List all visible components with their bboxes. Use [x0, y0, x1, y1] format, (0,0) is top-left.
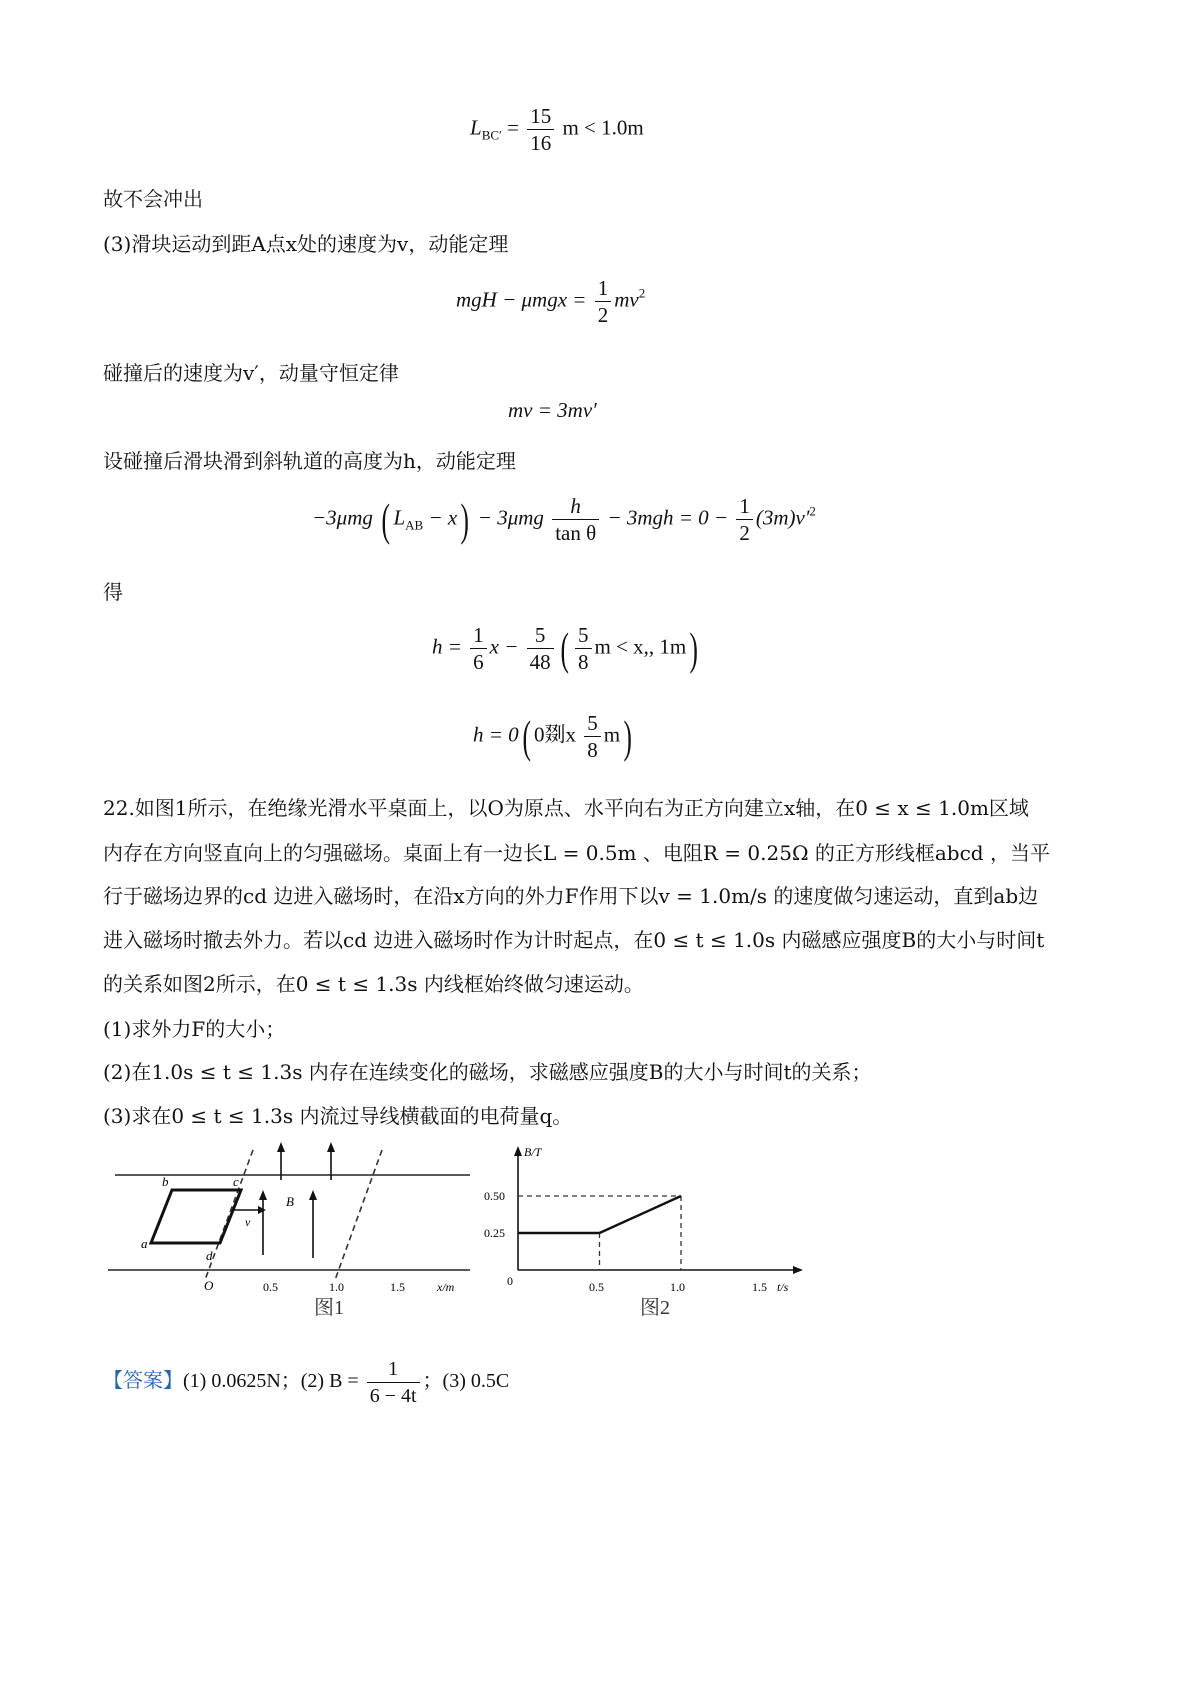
answer-frac [367, 1356, 420, 1409]
q22-line-1: 22.如图1所示，在绝缘光滑水平桌面上，以O为原点、水平向右为正方向建立x轴，在0 ≤ x ≤ 1.0m区域 [103, 796, 1029, 820]
eq-lbc-rhs: m < 1.0m [562, 115, 644, 140]
eq-h1-frac-a [470, 622, 487, 675]
fig2-ylabel: B/T [524, 1145, 542, 1159]
eq-lbc-sub: BC′ [481, 127, 502, 143]
fig2-series-segment-1 [600, 1196, 682, 1233]
eq-h2-lparen: ( [522, 710, 531, 762]
eq-energy1-frac [595, 275, 612, 328]
fig2-ytick-050: 0.50 [484, 1189, 505, 1203]
fig1-field-arrowheads [259, 1142, 335, 1200]
fig2-y-arrowhead [514, 1146, 522, 1156]
eq-h2-frac [584, 710, 601, 763]
eq-h1-lhs: h = [432, 634, 462, 659]
equation-h2 [473, 710, 635, 763]
eq-h2-tail: m [603, 722, 621, 747]
eq-h2-lhs: h = 0 [473, 722, 519, 747]
fig1-boundary-right [335, 1150, 382, 1280]
eq-energy2-p1: −3μmg [312, 505, 373, 530]
eq-h1-c-den: 8 [578, 650, 589, 674]
eq-lbc-lhs: L [470, 115, 482, 140]
fig2-xtick-1-5: 1.5 [752, 1280, 767, 1294]
fig1-frame [151, 1190, 241, 1243]
fig1-label-a: a [141, 1236, 148, 1251]
fig1-label-c: c [233, 1174, 239, 1189]
text-de: 得 [103, 580, 123, 604]
eq-h2-num: 5 [584, 710, 601, 737]
eq-h2-den: 8 [587, 738, 598, 762]
eq-energy2-frac-num: h [552, 493, 599, 520]
fig2-xtick-0-5: 0.5 [589, 1280, 604, 1294]
q22-subquestion-3: (3)求在0 ≤ t ≤ 1.3s 内流过导线横截面的电荷量q。 [103, 1104, 573, 1128]
equation-momentum: mv = 3mv′ [508, 398, 597, 422]
eq-h1-frac-b [527, 622, 554, 675]
eq-energy1-lhs: mgH − μmgx = [456, 287, 587, 312]
eq-energy1-den: 2 [597, 303, 609, 327]
fig1-label-v: v [245, 1215, 251, 1229]
fig1-label-b: b [162, 1174, 169, 1189]
eq-h1-a-num: 1 [470, 622, 487, 649]
eq-h1-mid: x − [489, 634, 519, 659]
fig1-label-d: d [206, 1248, 213, 1263]
eq-h1-lparen: ( [560, 622, 569, 674]
fig1-label-B: B [286, 1194, 294, 1209]
fig1-velocity-arrowhead [258, 1206, 266, 1214]
eq-lbc-den: 16 [530, 131, 552, 155]
eq-h1-c-num: 5 [575, 622, 592, 649]
answer-den: 6 − 4t [369, 1385, 417, 1407]
text-after-collision: 碰撞后的速度为v′，动量守恒定律 [103, 361, 399, 385]
answer-tag: 【答案】 [103, 1370, 183, 1393]
fig2-xtick-0: 0 [507, 1274, 513, 1288]
equation-h1 [432, 622, 702, 675]
eq-h1-b-num: 5 [527, 622, 554, 649]
fig1-tick-1-0: 1.0 [329, 1280, 344, 1294]
eq-energy2-p5: − 3mgh = 0 − [607, 505, 729, 530]
answer-num: 1 [367, 1356, 420, 1383]
eq-lbc-frac [527, 103, 554, 156]
eq-lbc-num: 15 [527, 103, 554, 130]
eq-energy2-p2: L [393, 505, 406, 530]
eq-h2-rparen: ) [623, 710, 632, 762]
eq-energy1-rhs: mv [614, 287, 639, 312]
figure-2 [480, 1140, 820, 1320]
answer-part2: ；(3) 0.5C [422, 1370, 510, 1393]
equation-energy2 [312, 493, 816, 546]
eq-energy2-half [736, 493, 753, 546]
fig1-tick-O: O [204, 1278, 214, 1293]
text-no-rush: 故不会冲出 [103, 187, 203, 211]
eq-energy1-num: 1 [595, 275, 612, 302]
eq-energy2-p6: (3m)v′ [755, 505, 810, 530]
fig1-field-arrows [263, 1148, 331, 1258]
fig2-x-arrowhead [793, 1266, 803, 1274]
answer-line [103, 1356, 509, 1409]
eq-energy2-frac-den: tan θ [555, 521, 597, 545]
eq-h1-frac-c [575, 622, 592, 675]
q22-line-5: 的关系如图2所示，在0 ≤ t ≤ 1.3s 内线框始终做匀速运动。 [103, 972, 644, 996]
eq-h1-rparen: ) [689, 622, 699, 674]
q22-line-2: 内存在方向竖直向上的匀强磁场。桌面上有一边长L = 0.5m 、电阻R = 0.25Ω 的正方形线框abcd ，当平 [103, 841, 1050, 865]
equation-lbc: $L_{BC'}$ = $\frac{15}{16}$ m < 1.0m [470, 104, 644, 155]
eq-h1-b-den: 48 [529, 650, 551, 674]
q22-subquestion-1: (1)求外力F的大小； [103, 1017, 286, 1041]
fig2-xlabel: t/s [777, 1280, 789, 1294]
text-height-intro: 设碰撞后滑块滑到斜轨道的高度为h，动能定理 [103, 449, 516, 473]
q22-line-4: 进入磁场时撤去外力。若以cd 边进入磁场时作为计时起点，在0 ≤ t ≤ 1.0s 内磁感应强度B的大小与时间t [103, 928, 1045, 952]
fig1-tick-xm: x/m [437, 1280, 455, 1294]
eq-h1-a-den: 6 [473, 650, 484, 674]
fig2-ytick-025: 0.25 [484, 1226, 505, 1240]
eq-energy2-half-den: 2 [739, 521, 750, 545]
eq-energy2-p2-sub: AB [405, 517, 424, 533]
equation-energy1 [456, 275, 645, 328]
answer-part1: (1) 0.0625N；(2) B = [183, 1370, 359, 1393]
q22-line-3: 行于磁场边界的cd 边进入磁场时，在沿x方向的外力F作用下以v = 1.0m/s 的速度做匀速运动，直到ab边 [103, 884, 1039, 908]
figure-1 [100, 1140, 480, 1320]
q22-subquestion-2: (2)在1.0s ≤ t ≤ 1.3s 内存在连续变化的磁场，求磁感应强度B的大小与时间t的关系； [103, 1060, 872, 1084]
fig1-tick-1-5: 1.5 [390, 1280, 405, 1294]
fig2-plot-area [518, 1196, 681, 1270]
eq-h1-tail: m < x,, 1m [594, 634, 687, 659]
eq-energy2-p4: − 3μmg [477, 505, 544, 530]
eq-energy2-frac [552, 493, 599, 546]
text-part3-intro: (3)滑块运动到距A点x处的速度为v，动能定理 [103, 232, 509, 256]
eq-h2-inner: 0剟x [534, 722, 576, 747]
eq-energy2-p6-sup: 2 [809, 503, 816, 519]
eq-energy2-lparen: ( [381, 493, 391, 545]
eq-energy2-p3: − x [428, 505, 458, 530]
eq-energy2-rparen: ) [460, 493, 470, 545]
fig1-caption: 图1 [314, 1297, 344, 1319]
eq-energy1-sup: 2 [638, 285, 646, 301]
fig1-tick-0-5: 0.5 [263, 1280, 278, 1294]
fig2-caption: 图2 [640, 1297, 670, 1319]
eq-energy2-half-num: 1 [736, 493, 753, 520]
fig2-xtick-1-0: 1.0 [670, 1280, 685, 1294]
